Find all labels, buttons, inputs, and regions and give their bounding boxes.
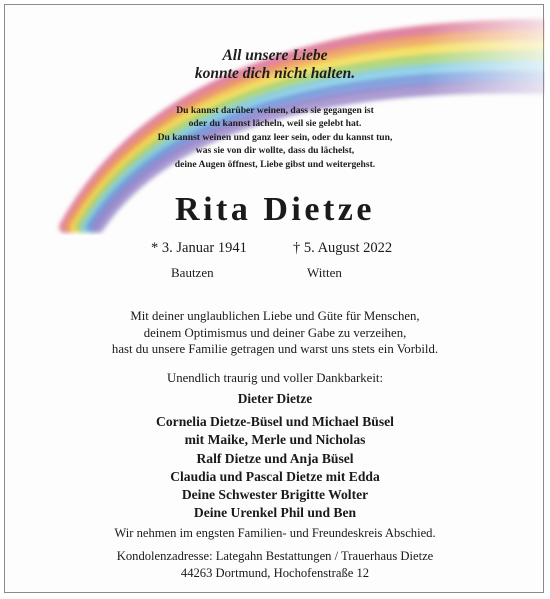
birth-date: * 3. Januar 1941	[151, 240, 247, 256]
mourner-line: Ralf Dietze und Anja Büsel	[196, 450, 354, 466]
poem-line-2: oder du kannst lächeln, weil sie gelebt hat.	[188, 118, 362, 130]
motto-line-1: All unsere Liebe	[222, 47, 328, 64]
mourner-line: Deine Schwester Brigitte Wolter	[181, 487, 369, 503]
mourner-line: Cornelia Dietze-Büsel und Michael Büsel	[156, 414, 394, 429]
address-line-1: Kondolenzadresse: Lategahn Bestattungen / Trauerhaus Dietze	[116, 549, 434, 563]
mourner-line: Claudia und Pascal Dietze mit Edda	[170, 468, 380, 484]
poem-line-5: deine Augen öffnest, Liebe gibst und weitergehst.	[174, 158, 376, 170]
mourners-list	[5, 413, 545, 523]
address-line-2: 44263 Dortmund, Hochofenstraße 12	[180, 566, 370, 580]
deceased-name: Rita Dietze	[175, 191, 375, 228]
motto	[5, 47, 545, 83]
mourner-line: mit Maike, Merle und Nicholas	[184, 432, 366, 448]
farewell-note: Wir nehmen im engsten Familien- und Freundeskreis Abschied.	[114, 526, 436, 540]
poem-line-1: Du kannst darüber weinen, dass sie gegangen ist	[176, 105, 374, 116]
birth-place: Bautzen	[171, 265, 214, 280]
death-date: † 5. August 2022	[293, 240, 393, 256]
condolence-address	[5, 548, 545, 582]
tribute-line-1: Mit deiner unglaublichen Liebe und Güte für Menschen,	[130, 309, 420, 323]
death-place: Witten	[307, 265, 342, 280]
poem-line-3: Du kannst weinen und ganz leer sein, oder du kannst tun,	[157, 131, 393, 143]
thanks-line: Unendlich traurig und voller Dankbarkeit:	[166, 371, 384, 385]
tribute-line-2: deinem Optimismus und deiner Gabe zu verzeihen,	[143, 325, 407, 340]
tribute-line-3: hast du unsere Familie getragen und warst uns stets ein Vorbild.	[111, 342, 439, 356]
mourner-spouse: Dieter Dietze	[237, 391, 313, 406]
tribute-text	[5, 308, 545, 358]
mourner-line: Deine Urenkel Phil und Ben	[193, 505, 357, 521]
poem	[5, 104, 545, 171]
motto-line-2: konnte dich nicht halten.	[194, 65, 356, 82]
obituary-notice	[4, 4, 544, 593]
poem-line-4: was sie von dir wollte, dass du lächelst,	[195, 145, 355, 157]
